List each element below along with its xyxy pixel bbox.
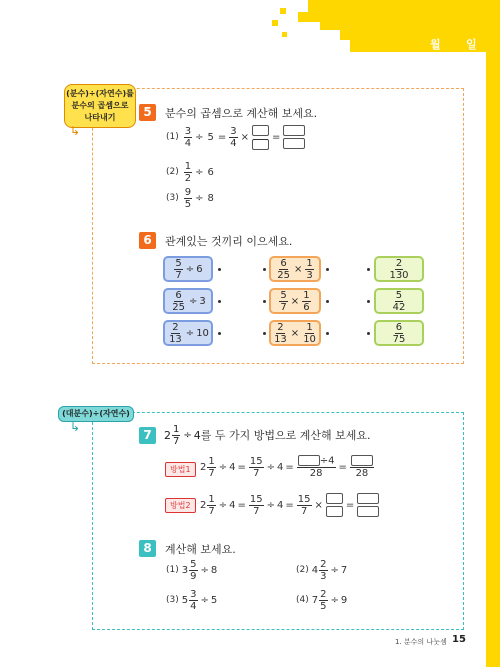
pixel-decoration xyxy=(352,42,357,47)
question-6-text: 관계있는 것끼리 이으세요. xyxy=(165,235,293,248)
numerator: 1 xyxy=(208,493,215,505)
denominator: 130 xyxy=(389,269,409,281)
fraction xyxy=(171,290,186,313)
divisor: 4 xyxy=(193,428,201,442)
divisor: 10 xyxy=(196,327,209,339)
denominator: 28 xyxy=(355,467,369,479)
equals-sign: = xyxy=(285,499,294,511)
denominator: 7 xyxy=(300,505,308,517)
equals-sign: = xyxy=(217,131,227,143)
answer-box[interactable] xyxy=(351,455,373,466)
item-label: (2) xyxy=(166,167,179,177)
numerator: 5 xyxy=(280,289,287,301)
denominator: 7 xyxy=(280,301,287,313)
numerator: 1 xyxy=(303,289,310,301)
divide-sign: ÷ xyxy=(266,461,276,473)
fraction xyxy=(184,187,192,210)
match-dot[interactable] xyxy=(263,332,266,335)
fraction xyxy=(297,494,312,517)
mixed-whole: 2 xyxy=(200,461,207,473)
q5-item2 xyxy=(166,160,216,184)
fraction xyxy=(273,322,288,345)
divisor: 4 xyxy=(277,461,284,473)
fraction xyxy=(229,126,237,149)
match-card-middle[interactable] xyxy=(269,288,321,314)
numerator: 2 xyxy=(320,558,327,570)
pixel-decoration xyxy=(282,32,287,37)
match-dot[interactable] xyxy=(367,332,370,335)
divisor: 8 xyxy=(210,564,218,576)
month-label: 월 xyxy=(430,38,441,51)
denominator: 75 xyxy=(392,333,406,345)
numerator: 9 xyxy=(184,186,192,198)
divisor: 5 xyxy=(210,594,218,606)
divide-sign: ÷ xyxy=(195,131,204,143)
q5-item3 xyxy=(166,186,216,210)
badge-arrow-icon: ↳ xyxy=(70,124,81,138)
divide-sign: ÷ xyxy=(218,461,228,473)
fraction xyxy=(302,322,317,345)
method1-tag: 방법1 xyxy=(165,462,196,477)
denominator: 25 xyxy=(277,269,290,281)
times-sign: × xyxy=(290,295,300,307)
denominator: 3 xyxy=(306,269,313,281)
numerator: 3 xyxy=(184,125,192,137)
page-number: 15 xyxy=(452,634,466,645)
answer-fraction[interactable] xyxy=(252,125,269,150)
match-card-middle[interactable] xyxy=(269,256,321,282)
answer-fraction[interactable] xyxy=(350,455,374,479)
numerator: 1 xyxy=(184,160,192,172)
times-sign: × xyxy=(293,263,303,275)
match-card-left[interactable] xyxy=(163,256,213,282)
item-label: (1) xyxy=(166,565,179,575)
question-number-8: 8 xyxy=(139,540,156,557)
numerator: 5 xyxy=(395,289,403,301)
match-card-right[interactable] xyxy=(374,288,424,314)
answer-fraction[interactable] xyxy=(357,493,379,517)
fraction xyxy=(189,589,197,612)
match-dot[interactable] xyxy=(263,268,266,271)
divisor: 8 xyxy=(207,192,214,204)
question-number-5: 5 xyxy=(139,104,156,121)
match-card-left[interactable] xyxy=(163,288,213,314)
numerator: 6 xyxy=(175,289,182,301)
denominator: 7 xyxy=(208,505,215,517)
section2-badge: (대분수)÷(자연수) xyxy=(58,406,134,422)
match-dot[interactable] xyxy=(218,268,221,271)
answer-fraction[interactable] xyxy=(326,493,343,517)
item-label: (1) xyxy=(166,132,179,142)
denominator: 13 xyxy=(169,333,182,345)
q8-item3 xyxy=(166,586,217,614)
divide-sign: ÷ xyxy=(330,594,339,606)
numerator: 5 xyxy=(175,257,182,269)
fraction xyxy=(174,258,182,281)
denominator: 7 xyxy=(173,435,180,447)
equals-sign: = xyxy=(272,131,281,143)
item-label: (3) xyxy=(166,595,179,605)
numerator-with-box xyxy=(297,455,336,468)
divisor: 4 xyxy=(229,461,236,473)
fraction xyxy=(249,494,264,517)
times-sign: × xyxy=(314,499,323,511)
divide-sign: ÷ xyxy=(200,564,209,576)
numerator: 15 xyxy=(297,493,311,505)
match-dot[interactable] xyxy=(367,300,370,303)
divisor: 4 xyxy=(229,499,236,511)
denominator: 7 xyxy=(175,269,182,281)
mixed-whole: 2 xyxy=(164,428,171,442)
badge-line: (분수)÷(자연수)를 xyxy=(66,89,134,98)
question-5-text: 분수의 곱셈으로 계산해 보세요. xyxy=(165,107,318,120)
pixel-decoration xyxy=(272,20,278,26)
divide-sign: ÷ xyxy=(195,166,204,178)
numerator: 6 xyxy=(280,257,287,269)
question-7-text: 를 두 가지 방법으로 계산해 보세요. xyxy=(200,429,371,442)
pixel-decoration xyxy=(340,40,350,52)
denominator: 13 xyxy=(274,333,287,345)
numerator: 3 xyxy=(190,588,197,600)
pixel-decoration xyxy=(290,12,298,22)
q8-item4 xyxy=(296,586,347,614)
denominator: 7 xyxy=(253,505,260,517)
denominator: 25 xyxy=(172,301,185,313)
numerator: 1 xyxy=(306,257,313,269)
numerator: 3 xyxy=(230,125,237,137)
mixed-whole: 7 xyxy=(311,594,319,606)
fraction xyxy=(184,126,192,149)
divide-sign: ÷ xyxy=(330,564,339,576)
numerator: 2 xyxy=(277,321,284,333)
divide-four: ÷4 xyxy=(319,455,335,467)
denominator: 10 xyxy=(303,333,316,345)
match-dot[interactable] xyxy=(326,300,329,303)
numerator: 5 xyxy=(190,558,197,570)
badge-line: 나타내기 xyxy=(84,113,116,122)
divide-sign: ÷ xyxy=(195,192,204,204)
mixed-whole: 5 xyxy=(181,594,189,606)
numerator: 2 xyxy=(320,588,327,600)
answer-box[interactable] xyxy=(357,493,379,504)
fraction xyxy=(392,290,407,313)
denominator: 7 xyxy=(253,467,260,479)
answer-box[interactable] xyxy=(252,139,269,150)
denominator: 3 xyxy=(320,570,327,582)
match-card-right[interactable] xyxy=(374,320,424,346)
fraction xyxy=(276,258,291,281)
match-dot[interactable] xyxy=(263,300,266,303)
method2-tag: 방법2 xyxy=(165,498,196,513)
match-dot[interactable] xyxy=(326,332,329,335)
day-label: 일 xyxy=(466,38,477,51)
match-dot[interactable] xyxy=(367,268,370,271)
numerator: 2 xyxy=(172,321,179,333)
answer-box[interactable] xyxy=(283,138,305,149)
mixed-whole: 4 xyxy=(311,564,319,576)
divide-sign: ÷ xyxy=(185,327,195,339)
match-card-middle[interactable] xyxy=(269,320,321,346)
fraction xyxy=(189,559,197,582)
question-8-text: 계산해 보세요. xyxy=(165,543,236,556)
answer-fraction[interactable] xyxy=(283,125,305,149)
pixel-decoration xyxy=(290,0,308,12)
item-label: (2) xyxy=(296,565,309,575)
answer-box[interactable] xyxy=(298,455,320,466)
method2-line xyxy=(200,488,380,522)
fraction xyxy=(388,258,409,281)
denominator: 42 xyxy=(392,301,406,313)
question-7-line xyxy=(164,422,371,448)
denominator: 28 xyxy=(309,467,323,479)
fraction xyxy=(207,494,215,517)
fraction xyxy=(207,456,215,479)
fraction xyxy=(319,559,327,582)
denominator: 9 xyxy=(190,570,197,582)
answer-box[interactable] xyxy=(357,506,379,517)
pixel-decoration xyxy=(290,22,320,52)
fraction xyxy=(305,258,313,281)
divide-sign: ÷ xyxy=(200,594,209,606)
divisor: 6 xyxy=(196,263,203,275)
times-sign: × xyxy=(290,327,300,339)
denominator: 4 xyxy=(184,137,192,149)
fraction xyxy=(172,424,180,447)
numerator: 1 xyxy=(208,455,215,467)
equals-sign: = xyxy=(237,499,246,511)
denominator: 7 xyxy=(208,467,215,479)
section1-badge xyxy=(64,84,136,128)
match-card-right[interactable] xyxy=(374,256,424,282)
answer-box[interactable] xyxy=(283,125,305,136)
fraction xyxy=(319,589,327,612)
badge-line: 분수의 곱셈으로 xyxy=(71,101,129,110)
q8-item1 xyxy=(166,556,217,584)
denominator: 5 xyxy=(320,600,327,612)
item-label: (4) xyxy=(296,595,309,605)
pixel-decoration xyxy=(486,52,500,76)
numerator: 1 xyxy=(173,423,180,435)
answer-box[interactable] xyxy=(326,506,343,517)
pixel-decoration xyxy=(320,30,340,52)
divisor: 9 xyxy=(340,594,348,606)
denominator: 5 xyxy=(184,198,192,210)
numerator: 1 xyxy=(306,321,313,333)
mixed-whole: 2 xyxy=(200,499,207,511)
equals-sign: = xyxy=(285,461,294,473)
divide-sign: ÷ xyxy=(266,499,276,511)
equals-sign: = xyxy=(345,499,355,511)
equals-sign: = xyxy=(338,461,347,473)
badge-arrow-icon: ↳ xyxy=(70,420,81,434)
q8-item2 xyxy=(296,556,347,584)
divisor: 4 xyxy=(277,499,284,511)
footer-chapter: 1. 분수의 나눗셈 xyxy=(395,638,447,646)
fraction xyxy=(184,161,192,184)
divisor: 7 xyxy=(340,564,348,576)
divisor: 5 xyxy=(207,131,214,143)
numerator: 2 xyxy=(395,257,403,269)
fraction xyxy=(279,290,287,313)
match-dot[interactable] xyxy=(326,268,329,271)
denominator: 2 xyxy=(184,172,192,184)
divide-sign: ÷ xyxy=(188,295,198,307)
match-dot[interactable] xyxy=(218,300,221,303)
equals-sign: = xyxy=(237,461,246,473)
divide-sign: ÷ xyxy=(218,499,228,511)
answer-box[interactable] xyxy=(252,125,269,136)
divide-sign: ÷ xyxy=(183,429,192,441)
divisor: 3 xyxy=(199,295,206,307)
answer-box[interactable] xyxy=(326,493,343,504)
method1-line xyxy=(200,452,375,482)
question-number-7: 7 xyxy=(139,427,156,444)
divide-sign: ÷ xyxy=(185,263,195,275)
denominator: 4 xyxy=(230,137,237,149)
match-dot[interactable] xyxy=(218,332,221,335)
denominator: 6 xyxy=(303,301,310,313)
match-card-left[interactable] xyxy=(163,320,213,346)
fraction xyxy=(249,456,264,479)
numerator-box xyxy=(350,455,374,468)
pixel-decoration xyxy=(440,52,486,64)
mixed-whole: 3 xyxy=(181,564,189,576)
fraction xyxy=(302,290,310,313)
item-label: (3) xyxy=(166,193,179,203)
answer-fraction[interactable] xyxy=(297,455,336,479)
fraction xyxy=(392,322,407,345)
q5-item1 xyxy=(166,120,306,154)
divisor: 6 xyxy=(207,166,214,178)
numerator: 15 xyxy=(249,455,263,467)
denominator: 4 xyxy=(190,600,197,612)
times-sign: × xyxy=(240,131,250,143)
numerator: 15 xyxy=(249,493,263,505)
pixel-decoration xyxy=(280,8,286,14)
question-number-6: 6 xyxy=(139,232,156,249)
fraction xyxy=(168,322,183,345)
numerator: 6 xyxy=(395,321,403,333)
